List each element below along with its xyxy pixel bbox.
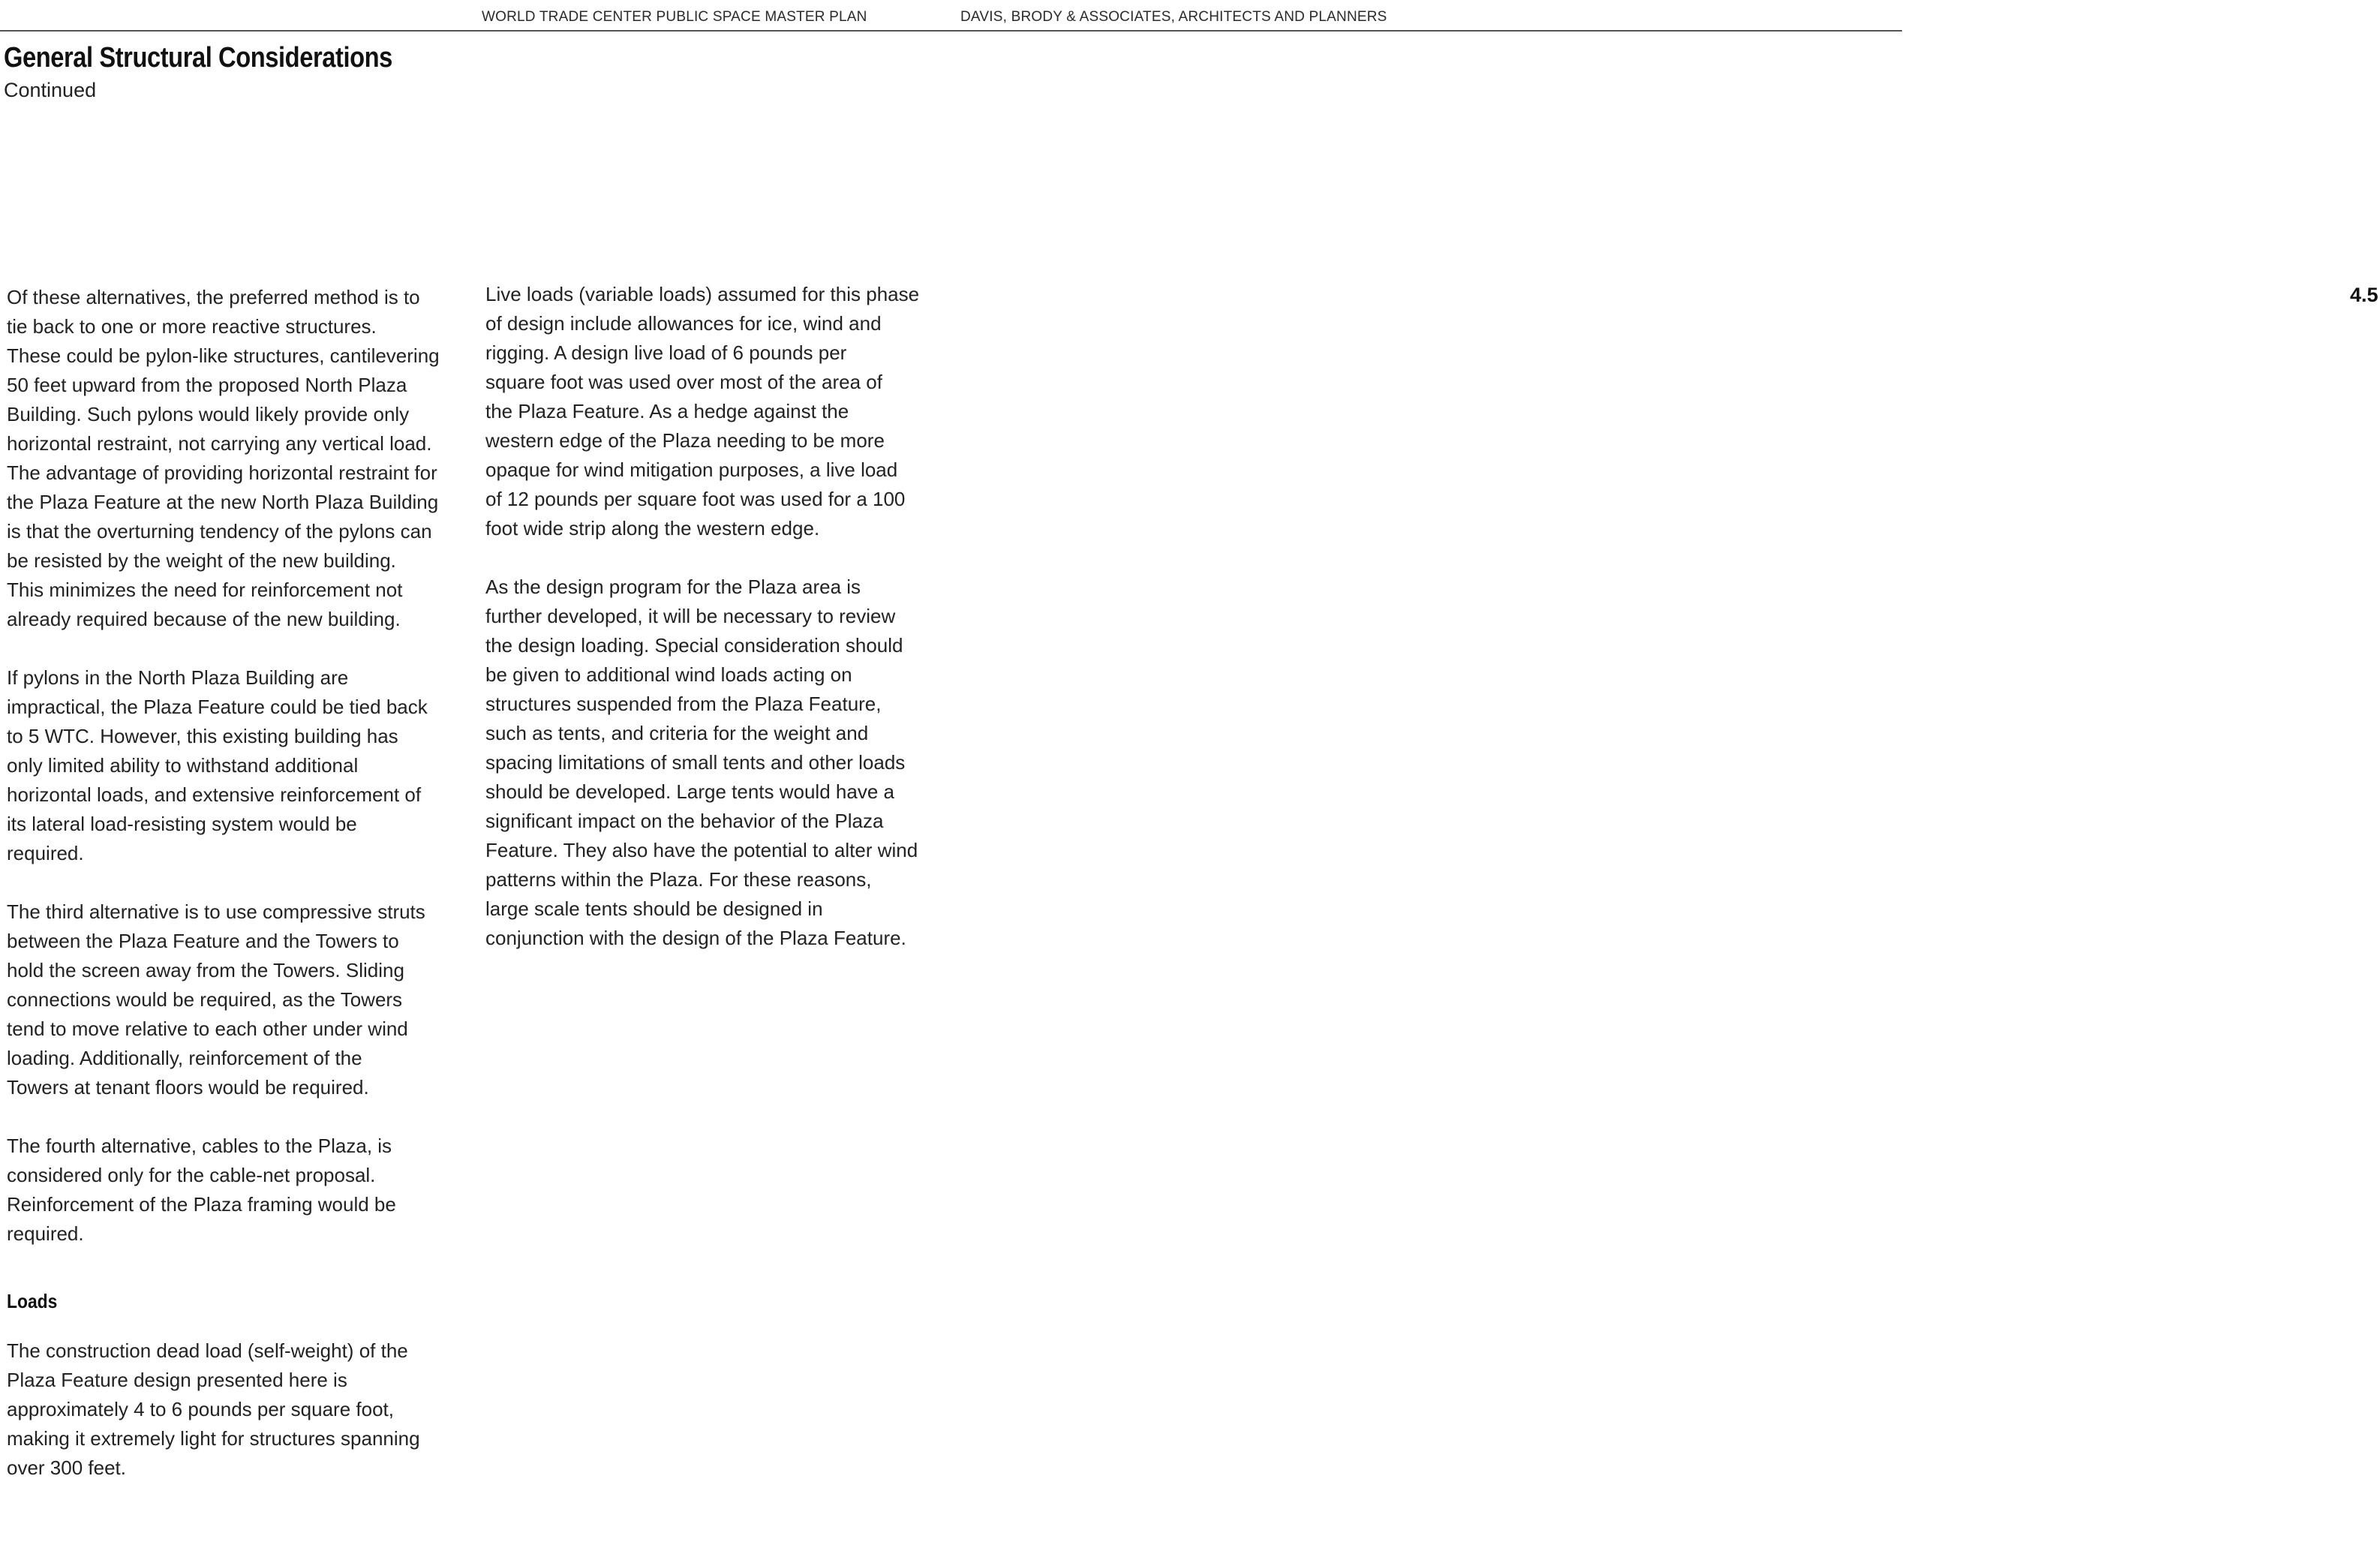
- text-line: Feature. They also have the potential to alter wind: [485, 839, 918, 861]
- text-line: This minimizes the need for reinforcement not: [7, 579, 403, 601]
- text-line: only limited ability to withstand additional: [7, 754, 359, 777]
- text-line: Of these alternatives, the preferred method is to: [7, 286, 420, 308]
- paragraph: [7, 1336, 472, 1483]
- text-line: As the design program for the Plaza area is: [485, 576, 861, 598]
- paragraph: [7, 1132, 472, 1249]
- text-line: square foot was used over most of the area of: [485, 371, 882, 393]
- text-line: large scale tents should be designed in: [485, 897, 823, 920]
- text-line: of 12 pounds per square foot was used for a 100: [485, 488, 906, 510]
- text-line: The construction dead load (self-weight) of the: [7, 1339, 408, 1362]
- text-line: the design loading. Special consideration should: [485, 634, 903, 657]
- text-line: between the Plaza Feature and the Towers to: [7, 930, 399, 952]
- text-line: If pylons in the North Plaza Building are: [7, 666, 349, 689]
- right-column: [485, 280, 966, 953]
- running-header-firm: DAVIS, BRODY & ASSOCIATES, ARCHITECTS AND PLANNERS: [960, 9, 1387, 25]
- text-line: to 5 WTC. However, this existing building has: [7, 725, 398, 747]
- text-line: making it extremely light for structures spanning: [7, 1427, 420, 1450]
- header-rule: [0, 30, 1902, 32]
- paragraph: [485, 573, 966, 953]
- text-line: loading. Additionally, reinforcement of the: [7, 1047, 362, 1069]
- paragraph: [7, 283, 472, 634]
- text-line: hold the screen away from the Towers. Sliding: [7, 959, 404, 981]
- text-line: its lateral load-resisting system would be: [7, 813, 357, 835]
- paragraph: [7, 897, 472, 1102]
- text-line: 50 feet upward from the proposed North Plaza: [7, 374, 407, 396]
- text-line: tend to move relative to each other under wind: [7, 1017, 408, 1040]
- left-column: [7, 283, 472, 1483]
- text-line: significant impact on the behavior of the Plaza: [485, 810, 884, 832]
- text-line: the Plaza Feature at the new North Plaza Building: [7, 491, 439, 513]
- page-title: General Structural Considerations: [4, 42, 392, 74]
- text-line: horizontal loads, and extensive reinforcement of: [7, 783, 422, 806]
- text-line: patterns within the Plaza. For these reasons,: [485, 868, 872, 891]
- text-line: over 300 feet.: [7, 1456, 126, 1479]
- paragraph: [485, 280, 966, 543]
- text-line: already required because of the new building.: [7, 608, 401, 630]
- text-line: structures suspended from the Plaza Feature,: [485, 693, 882, 715]
- text-line: should be developed. Large tents would have a: [485, 780, 894, 803]
- section-heading-loads: Loads: [7, 1290, 58, 1312]
- text-line: be given to additional wind loads acting on: [485, 663, 852, 686]
- text-line: considered only for the cable-net proposal.: [7, 1164, 376, 1186]
- text-line: Reinforcement of the Plaza framing would be: [7, 1193, 396, 1216]
- text-line: opaque for wind mitigation purposes, a live load: [485, 458, 898, 481]
- page-subtitle: Continued: [4, 79, 97, 101]
- text-line: is that the overturning tendency of the pylons can: [7, 520, 432, 543]
- text-line: of design include allowances for ice, wind and: [485, 312, 882, 335]
- text-line: required.: [7, 1222, 84, 1245]
- paragraph: [7, 663, 472, 868]
- text-line: spacing limitations of small tents and other loads: [485, 751, 906, 774]
- text-line: The fourth alternative, cables to the Plaza, is: [7, 1135, 392, 1157]
- text-line: rigging. A design live load of 6 pounds per: [485, 341, 847, 364]
- text-line: further developed, it will be necessary to review: [485, 605, 896, 627]
- text-line: Plaza Feature design presented here is: [7, 1369, 347, 1391]
- text-line: approximately 4 to 6 pounds per square foot,: [7, 1398, 394, 1420]
- text-line: The advantage of providing horizontal restraint for: [7, 461, 437, 484]
- text-line: tie back to one or more reactive structures.: [7, 315, 377, 338]
- page-number: 4.5: [2350, 284, 2378, 306]
- text-line: connections would be required, as the Towers: [7, 988, 403, 1011]
- text-line: western edge of the Plaza needing to be more: [485, 429, 885, 452]
- text-line: horizontal restraint, not carrying any vertical load.: [7, 432, 432, 455]
- text-line: such as tents, and criteria for the weight and: [485, 722, 869, 744]
- text-line: conjunction with the design of the Plaza Feature.: [485, 927, 906, 949]
- text-line: Live loads (variable loads) assumed for this phase: [485, 283, 920, 305]
- text-line: the Plaza Feature. As a hedge against the: [485, 400, 849, 422]
- text-line: be resisted by the weight of the new building.: [7, 549, 396, 572]
- text-line: These could be pylon-like structures, cantilevering: [7, 344, 440, 367]
- text-line: required.: [7, 842, 84, 864]
- running-header-title: WORLD TRADE CENTER PUBLIC SPACE MASTER PLAN: [482, 9, 867, 25]
- text-line: Building. Such pylons would likely provide only: [7, 403, 410, 425]
- text-line: Towers at tenant floors would be required.: [7, 1076, 369, 1099]
- text-line: foot wide strip along the western edge.: [485, 517, 820, 540]
- text-line: impractical, the Plaza Feature could be tied back: [7, 696, 428, 718]
- text-line: The third alternative is to use compressive struts: [7, 900, 425, 923]
